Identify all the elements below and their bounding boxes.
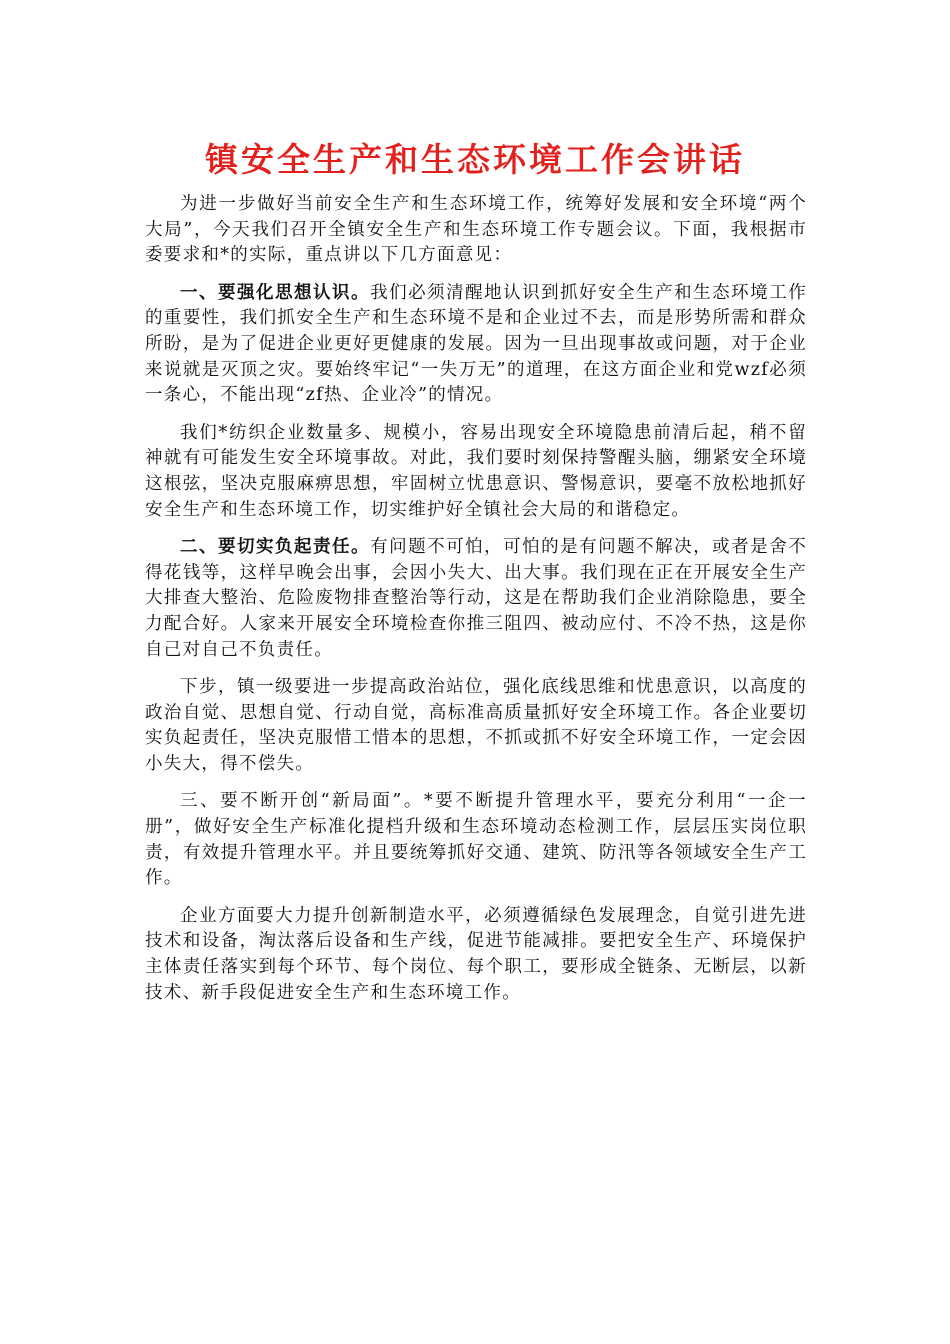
paragraph-text: 我们必须清醒地认识到抓好安全生产和生态环境工作的重要性，我们抓安全生产和生态环境不是和企业过不去，而是形势所需和群众所盼，是为了促进企业更好更健康的发展。因为一旦出现事故或问题，对于企业来说就是灭顶之灾。要始终牢记“一失万无”的道理，在这方面企业和党wzf必须一条心，不能出现“zf热、企业冷”的情况。 — [145, 282, 807, 406]
paragraph-section-1-detail — [145, 421, 807, 523]
document-body — [145, 192, 807, 1018]
paragraph-intro — [145, 192, 807, 269]
paragraph-text: 为进一步做好当前安全生产和生态环境工作，统筹好发展和安全环境“两个大局”，今天我们召开全镇安全生产和生态环境工作专题会议。下面，我根据市委要求和*的实际，重点讲以下几方面意见： — [145, 194, 807, 266]
paragraph-text: 我们*纺织企业数量多、规模小，容易出现安全环境隐患前清后起，稍不留神就有可能发生安全环境事故。对此，我们要时刻保持警醒头脑，绷紧安全环境这根弦，坚决克服麻痹思想，牢固树立忧患意识、警惕意识，要毫不放松地抓好安全生产和生态环境工作，切实维护好全镇社会大局的和谐稳定。 — [145, 422, 807, 520]
paragraph-section-3 — [145, 789, 807, 891]
paragraph-text: 有问题不可怕，可怕的是有问题不解决，或者是舍不得花钱等，这样早晚会出事，会因小失大、出大事。我们现在正在开展安全生产大排查大整治、危险废物排查整治等行动，这是在帮助我们企业消除隐患，要全力配合好。人家来开展安全环境检查你推三阻四、被动应付、不冷不热，这是你自己对自己不负责任。 — [145, 537, 807, 660]
paragraph-text: 三、要不断开创“新局面”。*要不断提升管理水平，要充分利用“一企一册”，做好安全生产标准化提档升级和生态环境动态检测工作，层层压实岗位职责，有效提升管理水平。并且要统筹抓好交通、建筑、防汛等各领域安全生产工作。 — [145, 791, 807, 889]
paragraph-text: 企业方面要大力提升创新制造水平，必须遵循绿色发展理念，自觉引进先进技术和设备，淘汰落后设备和生产线，促进节能减排。要把安全生产、环境保护主体责任落实到每个环节、每个岗位、每个职工，要形成全链条、无断层，以新技术、新手段促进安全生产和生态环境工作。 — [145, 905, 807, 1003]
paragraph-text: 下步，镇一级要进一步提高政治站位，强化底线思维和忧患意识，以高度的政治自觉、思想自觉、行动自觉，高标准高质量抓好安全环境工作。各企业要切实负起责任，坚决克服惜工惜本的思想，不抓或抓不好安全环境工作，一定会因小失大，得不偿失。 — [145, 677, 807, 774]
paragraph-section-1 — [145, 281, 807, 409]
section-heading-1: 一、要强化思想认识。 — [180, 282, 371, 303]
document-title: 镇安全生产和生态环境工作会讲话 — [205, 140, 745, 179]
paragraph-section-3-detail — [145, 904, 807, 1006]
section-heading-2: 二、要切实负起责任。 — [180, 537, 371, 558]
paragraph-section-2 — [145, 535, 807, 663]
paragraph-section-2-detail — [145, 675, 807, 777]
